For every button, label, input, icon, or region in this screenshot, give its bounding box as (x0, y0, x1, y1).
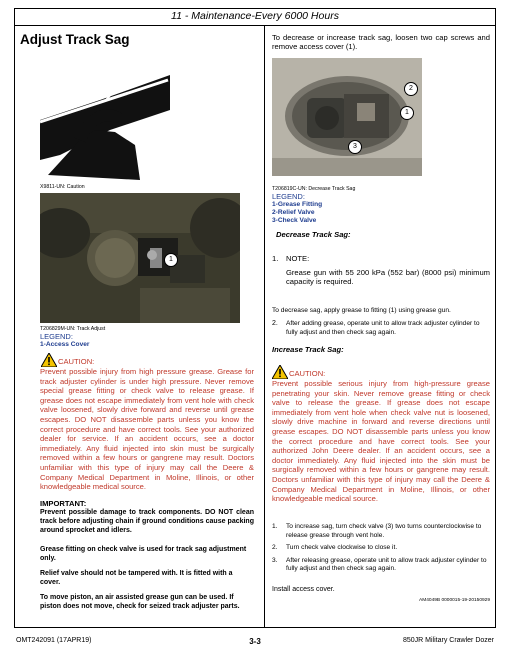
footer-right: 850JR Military Crawler Dozer (402, 637, 494, 644)
right-legend-item-1: 1-Grease Fitting (272, 201, 323, 208)
note-label: NOTE: (286, 254, 310, 263)
increase-step-1: 1. To increase sag, turn check valve (3) two turns counterclockwise to release grease through vent hole. (272, 523, 482, 539)
left-caution-heading: CAUTION: (58, 357, 95, 366)
caution-illustration (40, 60, 170, 180)
note-text: Grease gun with 55 200 kPa (552 bar) (8000 psi) minimum capacity is required. (286, 268, 490, 287)
increase-heading: Increase Track Sag: (272, 345, 344, 354)
callout-1-left: 1 (164, 253, 178, 267)
right-caution-text: Prevent possible serious injury from high-pressure grease penetrating your skin. Never remove grease fitting or check valve to release the grease. If grease does not escape immediately from vent hole when check valve nut is loosened, slowly drive machine in forward and reverse directions until grease escapes. DO NOT disassemble parts unless you know the correct procedure and have correct tools. See your authorized John Deere dealer. If an accident occurs, see a doctor immediately. Any fluid injected into the skin must be surgically removed within a few hours or gangrene may result. Doctors unfamiliar with this type of injury may call the Deere & Company Medical Department in Moline, Illinois, or other knowledgeable medical source. (272, 379, 490, 504)
decrease-step2: After adding grease, operate unit to allow track adjuster cylinder to fully adjust and then check sag again. (286, 320, 480, 336)
image2-caption: T206829M-UN: Track Adjust (40, 326, 106, 332)
para-move-piston: To move piston, an air assisted grease gun can be used. If piston does not move, check for seized track adjuster parts. (40, 594, 240, 610)
decrease-heading: Decrease Track Sag: (276, 230, 351, 239)
right-caution-heading: CAUTION: (289, 369, 326, 378)
column-divider (264, 26, 265, 628)
decrease-para: To decrease sag, apply grease to fitting (1) using grease gun. (272, 307, 451, 314)
left-legend-heading: LEGEND: (40, 332, 73, 341)
track-adjust-photo (40, 193, 240, 323)
warning-icon-right (272, 365, 288, 379)
right-intro: To decrease or increase track sag, loosen two cap screws and remove access cover (1). (272, 33, 490, 52)
footer-page-number: 3-3 (249, 637, 261, 646)
left-legend-item: 1-Access Cover (40, 341, 90, 348)
footer-left: OMT242091 (17APR19) (16, 637, 92, 644)
decrease-step2-num: 2. (272, 320, 278, 327)
increase-step-3: 3. After releasing grease, operate unit to allow track adjuster cylinder to fully adjust and then check sag again. (272, 556, 487, 572)
right-legend-item-2: 2-Relief Valve (272, 209, 315, 216)
para-grease-fitting: Grease fitting on check valve is used for track sag adjustment only. (40, 546, 247, 562)
page-header: 11 - Maintenance-Every 6000 Hours (14, 8, 496, 26)
callout-1-right: 1 (400, 106, 414, 120)
callout-3: 3 (348, 140, 362, 154)
closing-line: Install access cover. (272, 586, 335, 593)
para-relief-valve: Relief valve should not be tampered with. It is fitted with a cover. (40, 570, 233, 586)
image1-caption: X9811-UN: Caution (40, 184, 85, 190)
left-caution-text: Prevent possible injury from high pressure grease. Grease for track adjuster cylinder is under high pressure. Never remove special grease fitting or check valve to release grease. If grease does not escape immediately from vent hole with check valve loosened, slowly drive forward and reverse until grease escapes. DO NOT disassemble parts unless you know the correct procedure and have correct tools. See your authorized dealer for service. If an accident occurs, see a doctor immediately. Any fluid injected into skin must be surgically removed within a few hours or gangrene may result. Doctors unfamiliar with this type of injury may call the Deere & Company Medical Department in Moline, Illinois, or other knowledgeable medical source. (40, 367, 254, 492)
callout-2: 2 (404, 82, 418, 96)
important-text: Prevent possible damage to track components. DO NOT clean track before adjusting chain if ground conditions cause packing around sprocket and idlers. (40, 509, 254, 534)
decrease-sag-photo (272, 58, 422, 176)
doc-id: AM4049B 0000015-19-20150929 (419, 598, 490, 603)
right-legend-item-3: 3-Check Valve (272, 217, 317, 224)
increase-step-2: 2. Turn check valve clockwise to close it. (272, 544, 398, 551)
increase-steps (272, 523, 490, 574)
warning-icon (41, 353, 57, 367)
note-number: 1. (272, 254, 279, 263)
right-image-caption: T206819C-UN: Decrease Track Sag (272, 186, 356, 192)
right-legend-heading: LEGEND: (272, 192, 305, 201)
important-heading: IMPORTANT: (40, 499, 87, 508)
section-title: Adjust Track Sag (20, 32, 130, 47)
